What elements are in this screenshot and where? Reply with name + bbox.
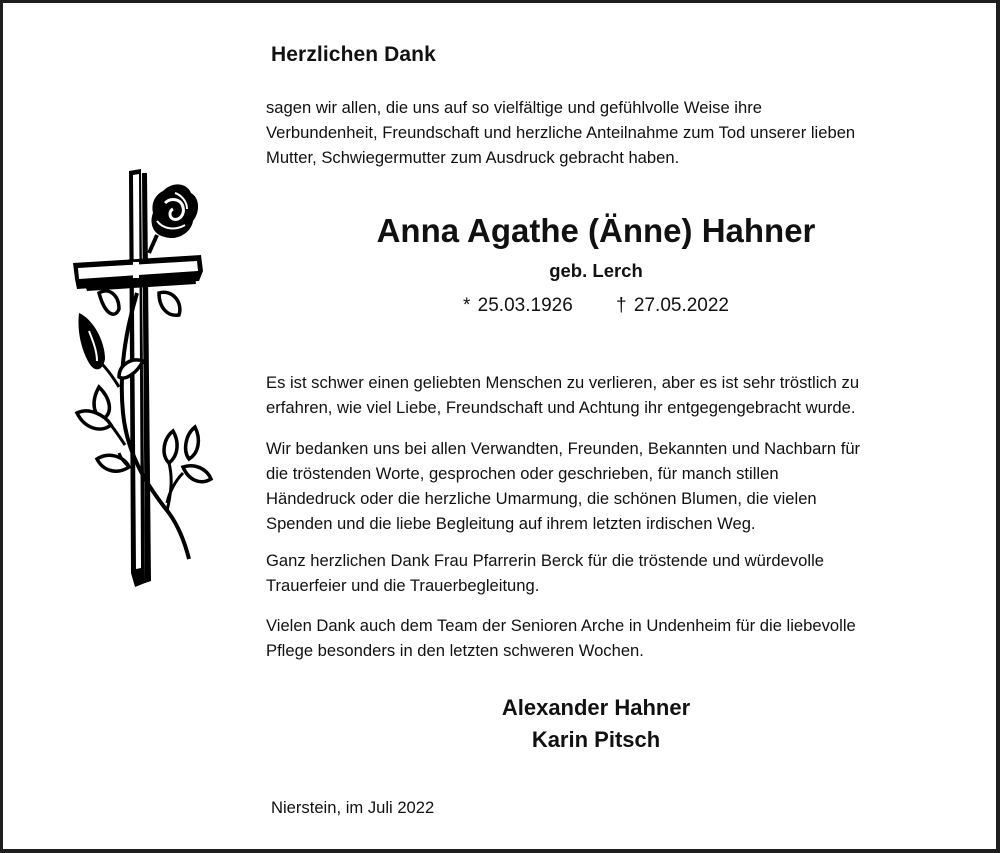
life-dates <box>3 295 1000 317</box>
died-symbol: † <box>616 295 627 316</box>
born-symbol: * <box>462 295 471 316</box>
died-date: 27.05.2022 <box>633 295 729 316</box>
birth-name: geb. Lerch <box>549 260 643 281</box>
paragraph-line: Es ist schwer einen geliebten Menschen zu verlieren, aber es ist sehr tröstlich zu <box>266 373 860 392</box>
paragraph-line: Spenden und die liebe Begleitung auf ihrem letzten irdischen Weg. <box>266 514 756 533</box>
signature-1: Alexander Hahner <box>501 695 691 720</box>
intro-paragraph <box>266 95 855 170</box>
intro-line: Mutter, Schwiegermutter zum Ausdruck gebracht haben. <box>266 148 680 167</box>
paragraph-line: Wir bedanken uns bei allen Verwandten, Freunden, Bekannten und Nachbarn für <box>266 439 861 458</box>
heading: Herzlichen Dank <box>271 43 436 66</box>
signature-2: Karin Pitsch <box>531 727 661 752</box>
paragraph-line: erfahren, wie viel Liebe, Freundschaft und Achtung ihr entgegengebracht wurde. <box>266 398 856 417</box>
paragraph-3 <box>266 548 824 598</box>
paragraph-1 <box>266 370 859 420</box>
paragraph-line: die tröstenden Worte, gesprochen oder geschrieben, für manch stillen <box>266 464 779 483</box>
deceased-name: Anna Agathe (Änne) Hahner <box>376 212 816 249</box>
paragraph-2 <box>266 436 860 536</box>
paragraph-line: Trauerfeier und die Trauerbegleitung. <box>266 576 540 595</box>
paragraph-line: Pflege besonders in den letzten schweren Wochen. <box>266 641 644 660</box>
born-date: 25.03.1926 <box>477 295 573 316</box>
place-date: Nierstein, im Juli 2022 <box>271 798 435 817</box>
paragraph-line: Vielen Dank auch dem Team der Senioren Arche in Undenheim für die liebevolle <box>266 616 856 635</box>
intro-line: sagen wir allen, die uns auf so vielfältige und gefühlvolle Weise ihre <box>266 98 762 117</box>
paragraph-4 <box>266 613 856 663</box>
intro-line: Verbundenheit, Freundschaft und herzliche Anteilnahme zum Tod unserer lieben <box>266 123 856 142</box>
paragraph-line: Händedruck oder die herzliche Umarmung, die schönen Blumen, die vielen <box>266 489 817 508</box>
paragraph-line: Ganz herzlichen Dank Frau Pfarrerin Berck für die tröstende und würdevolle <box>266 551 825 570</box>
